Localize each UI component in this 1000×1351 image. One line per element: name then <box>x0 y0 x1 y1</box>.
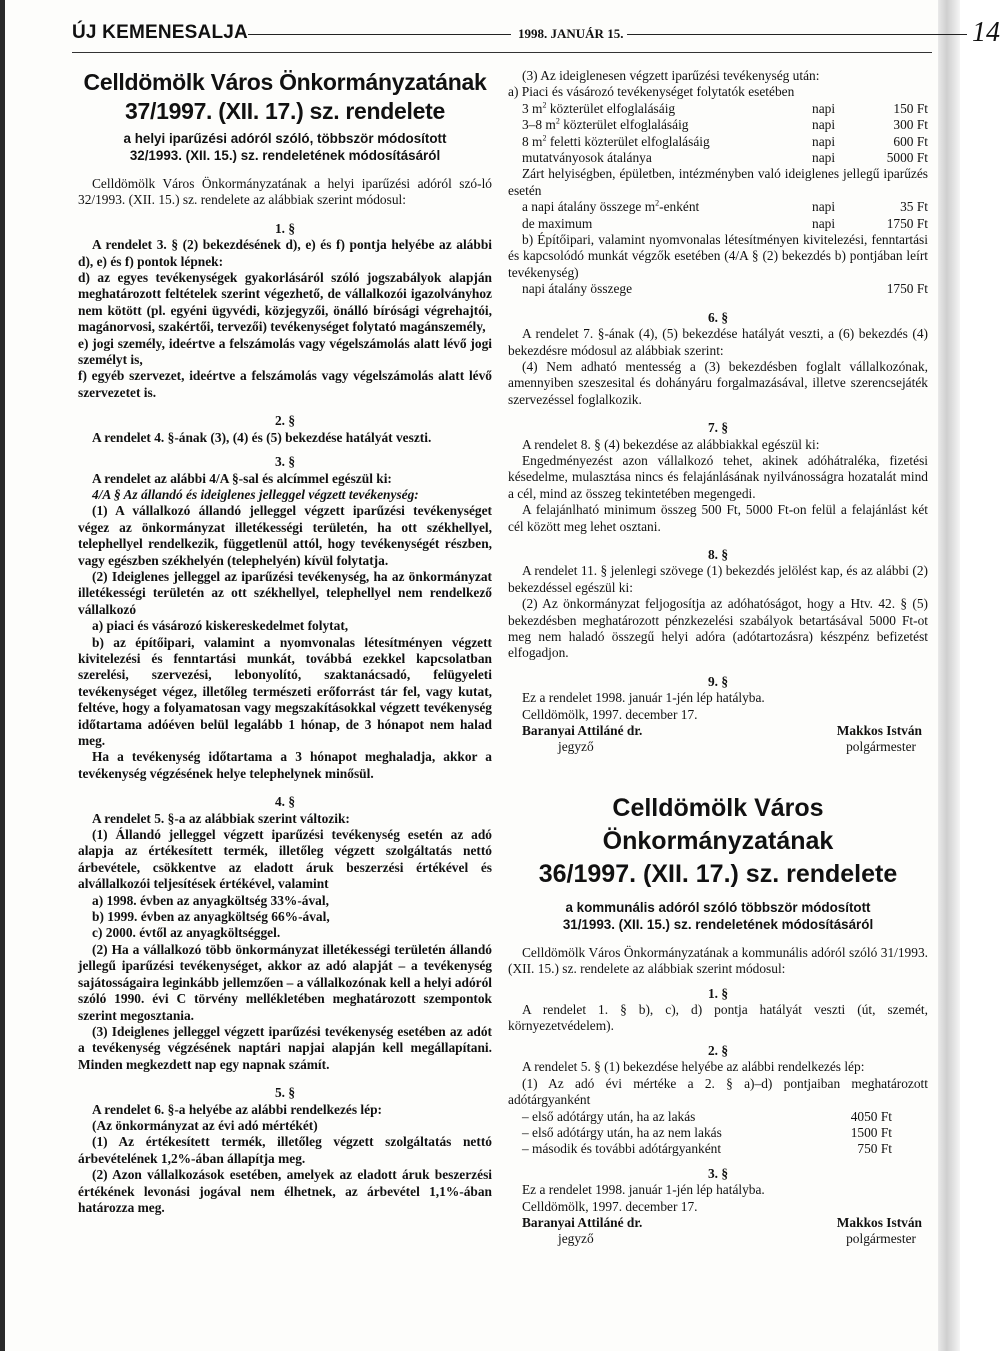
paragraph: a) Piaci és vásározó tevékenységet folytatók esetében <box>508 84 795 100</box>
fee-row: a napi átalány összege $m^2$-enként napi 35 Ft <box>522 198 928 215</box>
paragraph: (2) Azon vállalkozások esetében, amelyek az eladott áruk beszerzési értékének levonási jogával nem élhetnek, az árbevétel 1,1%-ában határozza meg. <box>78 1167 492 1215</box>
section-heading: 3. § <box>707 1165 729 1181</box>
tax-row: – első adótárgy után, ha az nem lakás 1500 Ft <box>522 1124 892 1140</box>
paragraph: Ha a tevékenység időtartama a 3 hónapot meghaladja, akkor a tevékenység végzésének helye telephelynek minősül. <box>78 749 492 781</box>
scan-edge-right <box>938 0 960 1351</box>
paragraph: f) egyéb szervezet, ideértve a felszámolás vagy végelszámolás alatt lévő szervezetet is. <box>78 368 492 400</box>
tax-row: – második és további adótárgyanként 750 Ft <box>522 1141 892 1157</box>
tax-row: – első adótárgy után, ha az lakás 4050 Ft <box>522 1108 892 1124</box>
paragraph: d) az egyes tevékenységek gyakorlásáról szóló jogszabályok alapján meghatározott feltételek szerint végezhető, de vállalkozói igazolványhoz nem kötött (pl. egyéni ügyvédi, közjegyzői, önálló bírósági végrehajtói, magánorvosi, szakértői, tervezői) tevékenységet folytató magánszemély, <box>78 270 492 335</box>
section-heading: 1. § <box>707 985 729 1001</box>
ordinance-title: Celldömölk Város Önkormányzatának <box>83 69 487 95</box>
page-number: 14 <box>972 17 1000 48</box>
signer-role: jegyző <box>558 1231 594 1247</box>
signer-role: jegyző <box>558 739 594 755</box>
issue-date: 1998. JANUÁR 15. <box>518 26 624 41</box>
paragraph: A rendelet az alábbi 4/A §-sal és alcímmel egészül ki: <box>92 470 392 486</box>
masthead-underline <box>72 52 932 53</box>
paragraph: A rendelet 1. § b), c), d) pontja hatályát veszti (út, szemét, környezetvédelem). <box>508 1002 928 1034</box>
paragraph: (1) Állandó jelleggel végzett iparűzési tevékenység esetén az adó alapja az értékesített termék, illetőleg végzett szolgáltatás nettó árbevétele, csökkentve az eladott áruk beszerzési értékével és alvállalkozói teljesítések értékével, valamint <box>78 827 492 892</box>
newspaper-name: ÚJ KEMENESALJA <box>72 22 248 43</box>
paragraph: (3) Az ideiglenesen végzett iparűzési tevékenység után: <box>522 68 820 83</box>
subheading: 4/A § Az állandó és ideiglenes jelleggel végzett tevékenység: <box>92 486 419 502</box>
paragraph: A rendelet 5. §-a az alábbiak szerint változik: <box>92 810 350 826</box>
section-heading: 9. § <box>707 673 729 689</box>
section-heading: 2. § <box>274 413 296 429</box>
paragraph: Celldömölk, 1997. december 17. <box>522 1198 698 1214</box>
tax-table <box>508 1109 928 1158</box>
paragraph: (1) Az adó évi mértéke a 2. § a)–d) pontjaiban meghatározott adótárgyanként <box>508 1075 928 1108</box>
section-heading: 2. § <box>707 1042 729 1058</box>
intro-paragraph: Celldömölk Város Önkormányzatának a helyi iparűzési adóról szó-ló 32/1993. (XII. 15.) sz. rendelete az alábbiak szerint módosul: <box>78 176 492 208</box>
right-column <box>508 68 928 1248</box>
scan-edge-left <box>0 0 5 1351</box>
masthead <box>72 17 1000 50</box>
paragraph: a) piaci és vásározó kiskereskedelmet folytat, <box>92 618 349 634</box>
masthead-rule <box>248 34 511 35</box>
paragraph: A rendelet 5. § (1) bekezdése helyébe az alábbi rendelkezés lép: <box>522 1059 865 1075</box>
signature-names <box>508 723 928 739</box>
section-heading: 7. § <box>707 420 729 436</box>
section-heading: 8. § <box>707 546 729 562</box>
paragraph: b) az építőipari, valamint a nyomvonalas létesítményen végzett kivitelezési és fenntartási munkát, továbbá ezekkel kapcsolatban szerelési, szervezési, lebonyolító, szaktanácsadó, felügyeleti tevékenységet végez, illetőleg természeti erőforrást tár fel, vagy kutat, feltéve, hogy a folyamatosan vagy megszakításokkal végzett tevékenység időtartama adóéven belül legalább 1 hónap, de 3 hónapot nem halad meg. <box>78 634 492 748</box>
paragraph: A rendelet 6. §-a helyébe az alábbi rendelkezés lép: <box>92 1101 382 1117</box>
intro-paragraph: Celldömölk Város Önkormányzatának a kommunális adóról szóló 31/1993. (XII. 15.) sz. rendelete az alábbiak szerint módosul: <box>508 944 928 977</box>
ordinance-number: 36/1997. (XII. 17.) sz. rendelete <box>538 859 898 888</box>
left-column <box>78 68 492 1216</box>
paragraph: (Az önkormányzat az évi adó mértékét) <box>92 1117 318 1133</box>
fee-label: napi átalány összege <box>522 281 633 297</box>
fee-row <box>508 281 928 297</box>
section-heading: 5. § <box>274 1085 296 1101</box>
signature-roles <box>508 739 928 755</box>
ordinance-title: Celldömölk Város Önkormányzatának <box>602 793 834 855</box>
paragraph: Ez a rendelet 1998. január 1-jén lép hatályba. <box>522 690 765 706</box>
paragraph: (1) A vállalkozó állandó jelleggel végzett iparűzési tevékenységet végez az önkormányzat illetékességi területén, ha ott székhellyel, telephellyel rendelkezik, függetlenül attól, hogy tevékenységét részben, vagy egészben székhelyén (telephelyén) kívül folytatja. <box>78 503 492 568</box>
paragraph: Engedményezést azon vállalkozó tehet, akinek adóhátraléka, fizetési késedelme, mulasztása nincs és felajánlásának nyilvánosságra hozatalát mind a cél, mind az összeg tekintetében megengedi. <box>508 452 928 501</box>
paragraph: (3) Ideiglenes jelleggel végzett iparűzési tevékenység esetében az adót a tevékenység végzésének naptári napjai alapján kell megállapítani. Minden megkezdett nap egy napnak számít. <box>78 1023 492 1072</box>
fee-row: 3 $m^2$ közterület elfoglalásáig napi 150 Ft <box>522 100 928 116</box>
ordinance-number: 37/1997. (XII. 17.) sz. rendelete <box>125 98 445 124</box>
signer-name: Makkos István <box>836 723 922 739</box>
paragraph: b) Építőipari, valamint nyomvonalas létesítményen kivitelezési, fenntartási és kapcsolódó munkát végzők esetében (4/A § (2) bekezdés b) pontjában leírt tevékenység) <box>508 232 928 280</box>
ordinance-subtitle: a kommunális adóról szóló többször módosított <box>565 899 871 915</box>
paragraph: A felajánlható minimum összeg 500 Ft, 5000 Ft-on felül a felajánlást két cél között meg lehet osztani. <box>508 502 928 534</box>
signer-name: Baranyai Attiláné dr. <box>522 723 643 739</box>
fee-row: de maximum napi 1750 Ft <box>522 215 928 231</box>
fee-table <box>508 101 928 167</box>
paragraph: (1) Az értékesített termék, illetőleg végzett szolgáltatás nettó árbevételének 1,2%-ában állapítja meg. <box>78 1134 492 1166</box>
paragraph: A rendelet 3. § (2) bekezdésének d), e) és f) pontja helyébe az alábbi d), e) és f) pontok lépnek: <box>78 237 492 269</box>
paragraph: A rendelet 7. §-ának (4), (5) bekezdése hatályát veszti, a (6) bekezdés (4) bekezdésre módosul az alábbiak szerint: <box>508 326 928 358</box>
signer-name: Baranyai Attiláné dr. <box>522 1214 643 1230</box>
paragraph: (2) Ha a vállalkozó több önkormányzat illetékességi területén állandó jellegű iparűzési tevékenységet, akkor az adó alapját – a tevékenység sajátosságaira leginkább jellemzően – a vállalkozónak kell a helyi adóról szóló 1990. évi C törvény mellékletében meghatározott szempontok szerint megosztania. <box>78 941 493 1023</box>
paragraph: b) 1999. évben az anyagköltség 66%-ával, <box>92 909 330 925</box>
paragraph: Ez a rendelet 1998. január 1-jén lép hatályba. <box>522 1182 765 1198</box>
signer-name: Makkos István <box>836 1214 922 1230</box>
ordinance-subtitle: 31/1993. (XII. 15.) sz. rendeletének módosításáról <box>562 916 874 932</box>
section-heading: 6. § <box>707 309 729 325</box>
paragraph: Zárt helyiségben, épületben, intézményben való ideiglenes jellegű iparűzés esetén <box>508 166 928 198</box>
fee-row: 3–8 $m^2$ közterület elfoglalásáig napi 300 Ft <box>522 116 928 133</box>
fee-row: 8 $m^2$ feletti közterület elfoglalásáig napi 600 Ft <box>522 133 928 149</box>
signer-role: polgármester <box>846 1231 916 1247</box>
paragraph: e) jogi személy, ideértve a felszámolás vagy végelszámolás alatt lévő jogi személyt is, <box>78 335 492 368</box>
ordinance-subtitle: a helyi iparűzési adóról szóló, többször módosított <box>123 131 447 146</box>
paragraph: Celldömölk, 1997. december 17. <box>522 706 698 722</box>
paragraph: A rendelet 4. §-ának (3), (4) és (5) bekezdése hatályát veszti. <box>92 429 432 445</box>
signature-roles <box>508 1231 928 1247</box>
paragraph: (2) Az önkormányzat feljogosítja az adóhatóságot, hogy a Htv. 42. § (5) bekezdésben meghatározott pénzkezelési szabályok betartásával 5000 Ft-ot meg nem haladó összegű helyi adóra (adótartozásra) készpénz befizetést elfogadjon. <box>508 596 928 661</box>
fee-amount: 1750 Ft <box>886 281 928 297</box>
section-heading: 1. § <box>274 220 296 236</box>
paragraph: a) 1998. évben az anyagköltség 33%-ával, <box>92 892 329 908</box>
section-heading: 3. § <box>274 454 296 470</box>
masthead-rule <box>627 34 967 35</box>
ordinance-subtitle: 32/1993. (XII. 15.) sz. rendeletének módosításáról <box>129 148 441 163</box>
signature-names <box>508 1215 928 1231</box>
paragraph: A rendelet 8. § (4) bekezdése az alábbiakkal egészül ki: <box>522 436 820 452</box>
paragraph: (2) Ideiglenes jelleggel az iparűzési tevékenység, ha az önkormányzat illetékességi területén az ott székhellyel, telephellyel nem rendelkező vállalkozó <box>78 568 492 617</box>
fee-table <box>508 199 928 232</box>
section-heading: 4. § <box>274 794 296 810</box>
paragraph: A rendelet 11. § jelenlegi szövege (1) bekezdés jelölést kap, és az alábbi (2) bekezdéssel egészül ki: <box>508 563 928 595</box>
paragraph: c) 2000. évtől az anyagköltséggel. <box>92 925 281 941</box>
signer-role: polgármester <box>846 739 916 755</box>
fee-row: mutatványosok átalánya napi 5000 Ft <box>522 150 928 166</box>
paragraph: (4) Nem adható mentesség a (3) bekezdésben foglalt vállalkozónak, amennyiben szeszesital és dohányáru forgalmazásával, illetve szerencsejáték szervezéssel foglalkozik. <box>508 358 928 407</box>
